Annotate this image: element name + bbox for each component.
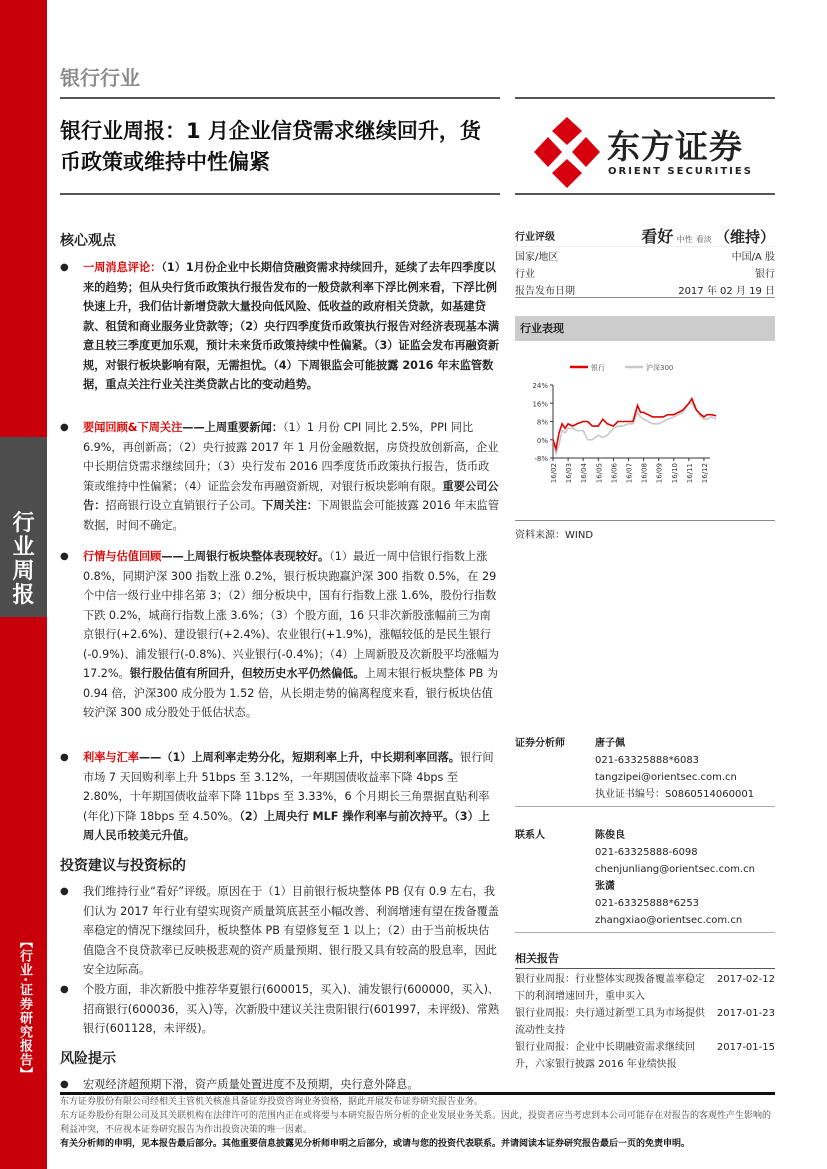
logo-text-en: ORIENT SECURITIES (608, 166, 753, 177)
info-row: 国家/地区 中国/A 股 (515, 252, 775, 263)
rating-status: （维持） (714, 228, 775, 246)
report-category-vertical: 【行业·证券研究报告】 (17, 935, 32, 1081)
related-report-item[interactable]: 银行业周报：行业整体实现拨备覆盖率稳定下的利润增速回升，重申买入 2017-02-12 (515, 974, 775, 1002)
x-tick-label: 16/10 (670, 463, 679, 484)
logo-mark-icon (532, 115, 602, 190)
disclaimer: 东方证券股份有限公司经相关主管机关核准具备证券投资咨询业务资格，据此开展发布证券研究报告业务。 东方证券股份有限公司及其关联机构在法律许可的范围内正在或将要与本研究报告所分析的企业发展业务关系。因此，投资者应当考虑到本公司可能存在对报告的客观性产生影响的利益冲突，不应视本证券研究报告为作出投资决策的唯一因素。 有关分析师的申明，见本报告最后部分。其他重要信息披露见分析师申明之后部分，或请与您的投资代表联系。并请阅读本证券研究报告最后一页的免责申明。 (60, 1097, 772, 1149)
info-row: 行业 银行 (515, 269, 775, 280)
report-title: 银行业周报：1 月企业信贷需求继续回升，货币政策或维持中性偏紧 (60, 119, 481, 174)
bullet-rates: ● 利率与汇率——（1）上周利率走势分化，短期利率上升，中长期利率回落。银行间市场 7 天回购利率上升 51bps 至 3.12%，一年期国债收益率下降 4bps 至 2.80%，十年期国债收益率下降 11bps 至 3.33%，6 个月期长三角票据直贴利率(年化)下降 18bps 至 4.50%。（2）上周央行 MLF 操作利率与前次持平。（3）上周人民币较美元升值。 (60, 748, 500, 846)
bullet-news-review: ● 要闻回顾&下周关注——上周重要新闻：（1）1 月份 CPI 同比 2.5%，PPI 同比 6.9%，再创新高；（2）央行披露 2017 年 1 月份金融数据，房贷投放创新高，企业中长期信贷需求继续回升；（3）央行发布 2016 四季度货币政策执行报告，货币政策或维持中性偏紧；（4）证监会发布再融资新规，对银行板块影响有限。重要公司公告：招商银行设立直销银行子公司。下周关注：下周银监会可能披露 2016 年末监管数据，时间不确定。 (60, 418, 500, 535)
section-heading-risk: 风险提示 (60, 1051, 116, 1067)
rating-option: 中性 (676, 235, 693, 244)
legend-label: 沪深300 (646, 364, 674, 372)
info-row: 报告发布日期 2017 年 02 月 19 日 (515, 281, 775, 298)
related-report-item[interactable]: 银行业周报：央行通过新型工具为市场提供流动性支持 2017-01-23 (515, 1008, 775, 1036)
bullet-risk: ● 宏观经济超预期下滑，资产质量处置进度不及预期，央行意外降息。 (60, 1075, 500, 1095)
x-tick-label: 16/11 (685, 463, 694, 484)
x-tick-label: 16/05 (595, 463, 604, 484)
bullet-market-review: ● 行情与估值回顾——上周银行板块整体表现较好。（1）最近一周中信银行指数上涨 0.8%，同期沪深 300 指数上涨 0.2%，银行板块跑赢沪深 300 指数 0.5%，在 29 个中信一级行业中排名第 3；（2）细分板块中，国有行指数上涨 1.6%，股份行指数下跌 0.2%，城商行指数上涨 3.6%；（3）个股方面，16 只非次新股涨幅前三为南京银行(+2.6%)、建设银行(+2.4%)、农业银行(+1.9%)，涨幅较低的是民生银行(-0.9%)、浦发银行(-0.8%)、兴业银行(-0.4%)；（4）上周新股及次新股平均涨幅为 17.2%。银行股估值有所回升，但较历史水平仍然偏低。上周末银行板块整体 PB 为 0.94 倍，沪深300 成分股为 1.52 倍，从长期走势的偏离程度来看，银行板块估值较沪深 300 成分股处于低估状态。 (60, 547, 500, 723)
series-line-hs300 (553, 403, 716, 453)
logo-text-cn: 东方证券 (607, 127, 743, 166)
rating-box (515, 225, 775, 298)
section-heading-invest: 投资建议与投资标的 (60, 858, 186, 874)
contact-block: 联系人 陈俊良 021-63325888-6098 chenjunliang@orientsec.com.cn 张潇 021-63325888*6253 zhangxiao@orientsec.com.cn (515, 827, 775, 933)
series-line-bank (553, 399, 716, 449)
divider (60, 193, 500, 195)
x-tick-label: 16/03 (565, 463, 574, 484)
bullet-weekly-news: ● 一周消息评论：（1）1月份企业中长期信贷融资需求持续回升，延续了去年四季度以来的趋势；但从央行货币政策执行报告发布的一般贷款利率下浮比例来看，下浮比例快速上升，我们估计新增贷款大量投向低风险、低收益的政府相关贷款，如基建贷款、租赁和商业服务业贷款等；（2）央行四季度货币政策执行报告对经济表现基本满意且较三季度更加乐观，预计未来货币政策持续中性偏紧。（3）证监会发布再融资新规，对银行板块影响有限，无需担忧。（4）下周银监会可能披露 2016 年末监管数据，重点关注行业关注类贷款占比的变动趋势。 (60, 258, 500, 395)
x-tick-label: 16/06 (610, 463, 619, 484)
legend-label: 银行 (591, 364, 605, 372)
chart-source: 资料来源：WIND (515, 520, 775, 541)
bullet-invest-1: ● 我们维持行业“看好”评级。原因在于（1）目前银行板块整体 PB 仅有 0.9 左右，我们认为 2017 年行业有望实现资产质量筑底甚至小幅改善、利润增速有望在拨备覆盖率稳定的情况下继续回升，板块整体 PB 有望修复至 1 以上；（2）由于当前板块估值隐含不良贷款率已反映极悲观的资产质量预期、银行股又具有较高的股息率，因此安全边际高。 (60, 882, 500, 980)
rating-option: 看淡 (695, 235, 712, 244)
x-tick-label: 16/02 (550, 463, 558, 484)
report-type-label: 行业周报 (0, 437, 47, 617)
contact-email[interactable]: chenjunliang@orientsec.com.cn (595, 864, 755, 875)
divider (515, 193, 775, 195)
analyst-block: 证券分析师 唐子佩 021-63325888*6083 tangzipei@orientsec.com.cn 执业证书编号：S0860514060001 (515, 735, 775, 807)
perf-heading: 行业表现 (515, 316, 775, 341)
analyst-email[interactable]: tangzipei@orientsec.com.cn (595, 772, 737, 783)
sector-label: 银行行业 (60, 66, 140, 90)
related-report-item[interactable]: 银行业周报：企业中长期融资需求继续回升，六家银行披露 2016 年业绩快报 2017-01-15 (515, 1042, 775, 1070)
related-reports: 相关报告 银行业周报：行业整体实现拨备覆盖率稳定下的利润增速回升，重申买入 2017-02-12 银行业周报：央行通过新型工具为市场提供流动性支持 2017-01-23 银行业周报：企业中长期融资需求继续回升，六家银行披露 2016 年业绩快报 2017-01-15 (515, 950, 775, 1073)
performance-chart (515, 345, 775, 485)
y-tick-label: 16% (532, 400, 548, 409)
divider (515, 97, 775, 99)
section-heading-core: 核心观点 (60, 233, 116, 249)
perf-section (515, 316, 775, 488)
x-tick-label: 16/08 (640, 463, 649, 484)
contact-email[interactable]: zhangxiao@orientsec.com.cn (595, 915, 743, 926)
y-tick-label: 24% (532, 382, 548, 390)
bullet-invest-2: ● 个股方面，非次新股中推荐华夏银行(600015，买入)、浦发银行(600000，买入)、招商银行(600036，买入)等，次新股中建议关注贵阳银行(601997，未评级)、常熟银行(601128，未评级)。 (60, 980, 500, 1039)
x-tick-label: 16/12 (700, 463, 709, 484)
divider (60, 97, 500, 99)
y-tick-label: -8% (534, 455, 548, 463)
rating-label: 行业评级 (515, 232, 555, 243)
x-tick-label: 16/04 (580, 463, 589, 484)
company-logo (532, 115, 782, 190)
x-tick-label: 16/07 (625, 463, 634, 484)
y-tick-label: 8% (536, 418, 548, 427)
rating-value: 看好 (641, 227, 674, 246)
y-tick-label: 0% (536, 436, 548, 445)
x-tick-label: 16/09 (655, 463, 664, 484)
